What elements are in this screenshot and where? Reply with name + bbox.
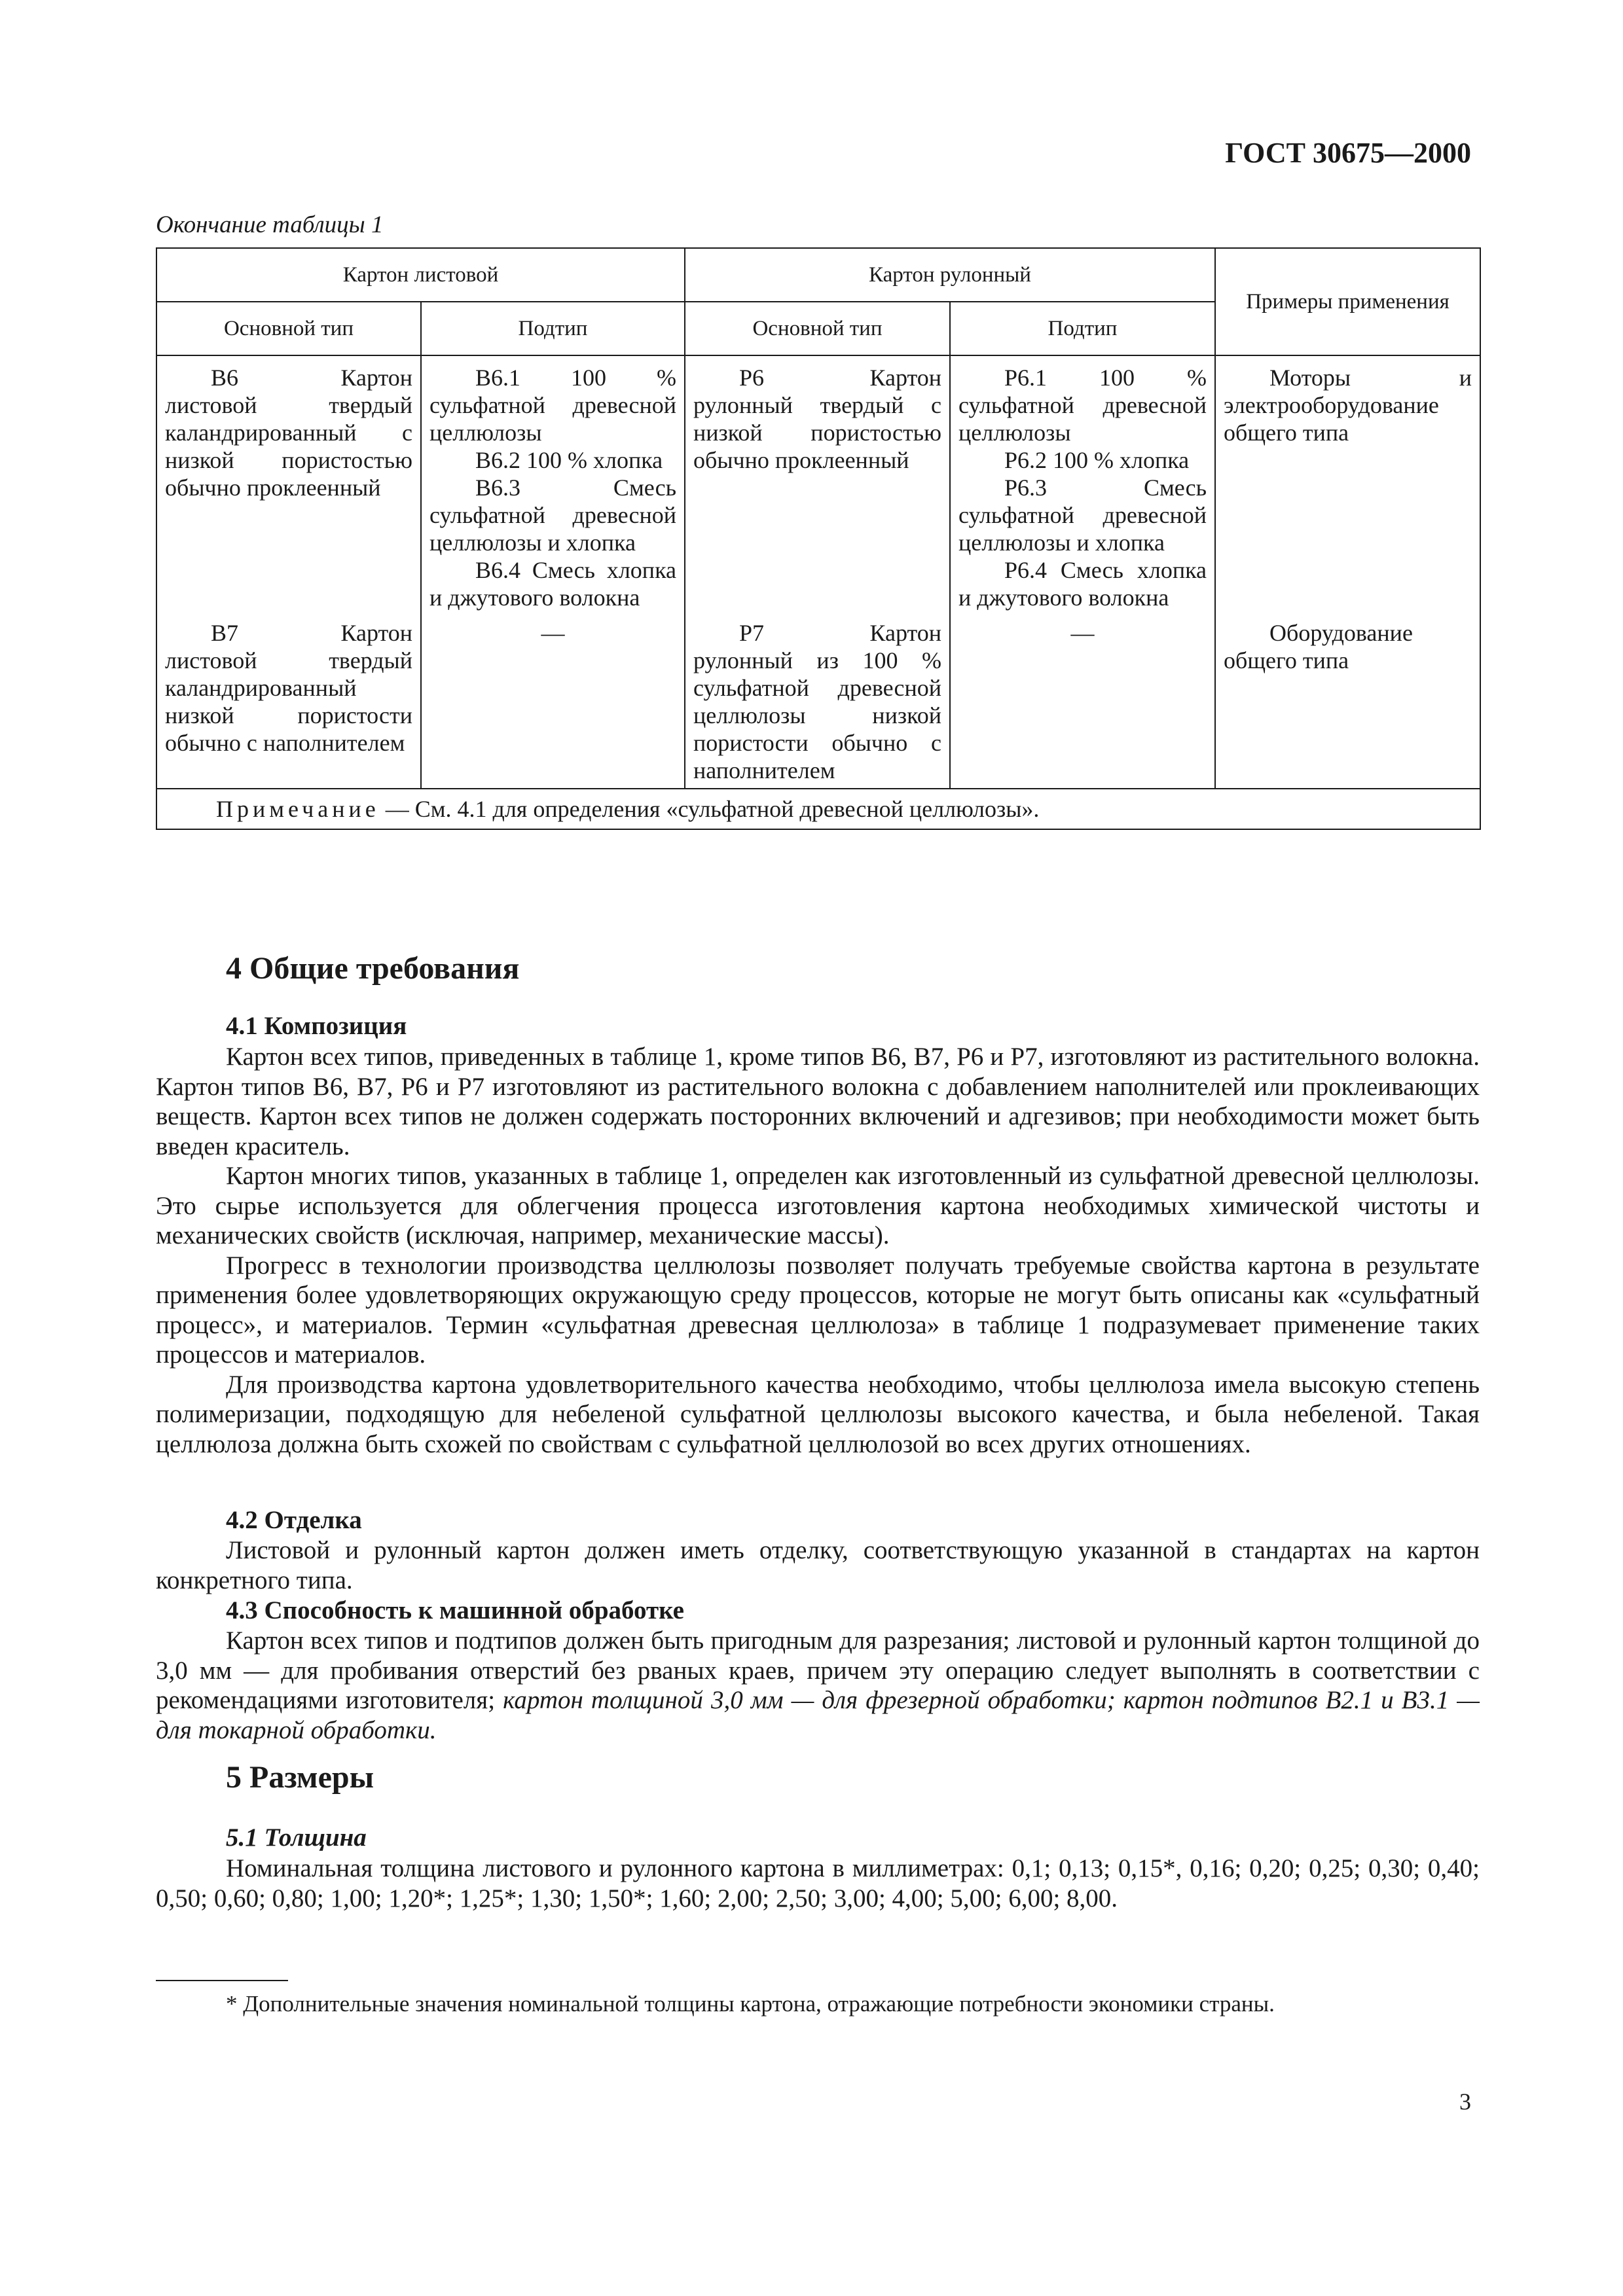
cell-roll-main: Р6 Картон рулонный твердый с низкой пористостью обычно проклеенный <box>685 355 950 611</box>
header-roll-board: Картон рулонный <box>685 248 1215 302</box>
table-note <box>156 789 1480 829</box>
cell-sheet-main: В7 Картон листовой твердый каландрированный низкой пористости обычно с наполнителем <box>156 611 421 789</box>
section-4-3-body: Картон всех типов и подтипов должен быть пригодным для разрезания; листовой и рулонный картон толщиной до 3,0 мм — для пробивания отверстий без рваных краев, причем эту операцию следует выполнять в соответствии с рекомендациями изготовителя; картон толщиной 3,0 мм — для фрезерной обработки; картон подтипов В2.1 и В3.1 — для токарной обработки. <box>156 1626 1480 1744</box>
section-4-2-body: Листовой и рулонный картон должен иметь отделку, соответствующую указанной в стандартах на картон конкретного типа. <box>156 1536 1480 1594</box>
footnote: * Дополнительные значения номинальной толщины картона, отражающие потребности экономики страны. <box>226 1991 1275 2017</box>
document-code: ГОСТ 30675—2000 <box>1225 137 1471 169</box>
section-4-1-body: Картон всех типов, приведенных в таблице 1, кроме типов В6, В7, Р6 и Р7, изготовляют из растительного волокна. Картон типов В6, В7, Р6 и Р7 изготовляют из растительного волокна с добавлением наполнителей или проклеивающих веществ. Картон всех типов не должен содержать посторонних включений и адгезивов; при необходимости может быть введен краситель. Картон многих типов, указанных в таблице 1, определен как изготовленный из сульфатной древесной целлюлозы. Это сырье используется для облегчения процесса изготовления картона необходимых химической чистоты и механических свойств (исключая, например, механические массы). Прогресс в технологии производства целлюлозы позволяет получать требуемые свойства картона в результате применения более удовлетворяющих окружающую среду процессов, которые не могут быть описаны как «сульфатный процесс», и материалов. Термин «сульфатная древесная целлюлоза» в таблице 1 подразумевает применение таких процессов и материалов. Для производства картона удовлетворительного качества необходимо, чтобы целлюлоза имела высокую степень полимеризации, подходящую для небеленой сульфатной целлюлозы высокого качества, и была небеленой. Такая целлюлоза должна быть схожей по свойствам с сульфатной целлюлозой во всех других отношениях. <box>156 1043 1480 1458</box>
cell-roll-sub: Р6.1 100 % сульфатной древесной целлюлозы Р6.2 100 % хлопка Р6.3 Смесь сульфатной древесной целлюлозы и хлопка Р6.4 Смесь хлопка и джутового волокна <box>950 355 1215 611</box>
section-4-title: 4 Общие требования <box>226 951 520 986</box>
cell-sheet-main: В6 Картон листовой твердый каландрированный с низкой пористостью обычно проклеенный <box>156 355 421 611</box>
header-roll-main-type: Основной тип <box>685 302 950 355</box>
page-number: 3 <box>1459 2089 1471 2115</box>
cell-examples: Оборудование общего типа <box>1215 611 1480 789</box>
header-examples: Примеры применения <box>1215 248 1480 355</box>
section-5-title: 5 Размеры <box>226 1760 374 1795</box>
header-sheet-main-type: Основной тип <box>156 302 421 355</box>
cell-roll-main: Р7 Картон рулонный из 100 % сульфатной древесной целлюлозы низкой пористости обычно с наполнителем <box>685 611 950 789</box>
section-4-3-title: 4.3 Способность к машинной обработке <box>226 1596 684 1624</box>
section-5-1-title: 5.1 Толщина <box>226 1823 367 1852</box>
table-caption: Окончание таблицы 1 <box>156 211 384 238</box>
note-text: — См. 4.1 для определения «сульфатной древесной целлюлозы». <box>379 796 1040 822</box>
header-sheet-subtype: Подтип <box>421 302 685 355</box>
cell-examples: Моторы и электрооборудование общего типа <box>1215 355 1480 611</box>
note-label: Примечание <box>216 796 380 822</box>
footnote-rule <box>156 1980 288 1981</box>
section-4-2-title: 4.2 Отделка <box>226 1506 362 1534</box>
section-4-1-title: 4.1 Композиция <box>226 1012 407 1040</box>
cell-sheet-sub: — <box>421 611 685 789</box>
type-table <box>156 247 1481 830</box>
cell-sheet-sub: В6.1 100 % сульфатной древесной целлюлозы В6.2 100 % хлопка В6.3 Смесь сульфатной древесной целлюлозы и хлопка В6.4 Смесь хлопка и джутового волокна <box>421 355 685 611</box>
table-row <box>156 611 1480 789</box>
header-roll-subtype: Подтип <box>950 302 1215 355</box>
cell-roll-sub: — <box>950 611 1215 789</box>
header-sheet-board: Картон листовой <box>156 248 685 302</box>
section-5-1-body: Номинальная толщина листового и рулонного картона в миллиметрах: 0,1; 0,13; 0,15*, 0,16; 0,20; 0,25; 0,30; 0,40; 0,50; 0,60; 0,80; 1,00; 1,20*; 1,25*; 1,30; 1,50*; 1,60; 2,00; 2,50; 3,00; 4,00; 5,00; 6,00; 8,00. <box>156 1854 1480 1912</box>
table-row <box>156 355 1480 611</box>
